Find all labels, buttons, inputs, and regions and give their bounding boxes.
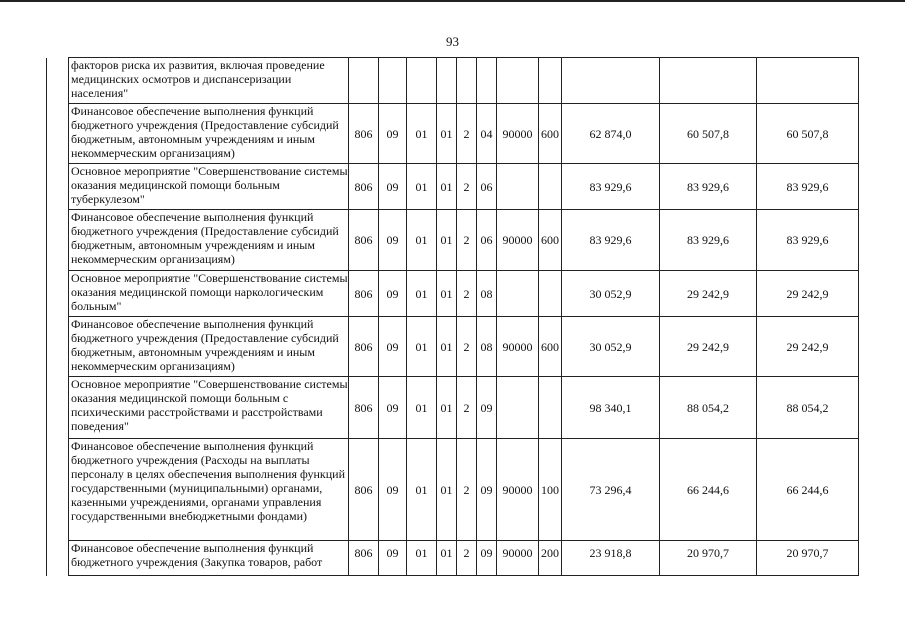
sum-year1-cell: 23 918,8 — [562, 541, 660, 576]
expense-name-cell: Финансовое обеспечение выполнения функций бюджетного учреждения (Расходы на выплаты персоналу в целях обеспечения выполнения функций государственными (муниципальными) органами, казенными учреждениями, органами управления государственными внебюджетными фондами) — [69, 439, 349, 541]
sum-year1-cell: 30 052,9 — [562, 271, 660, 317]
sum-year3-cell: 29 242,9 — [757, 271, 859, 317]
subprogram-cell: 2 — [457, 164, 477, 210]
rz-cell: 09 — [379, 439, 407, 541]
event-cell: 06 — [477, 210, 497, 271]
sum-year2-cell — [660, 58, 757, 104]
direction-code-cell: 90000 — [497, 439, 539, 541]
rz-cell — [379, 58, 407, 104]
pr-cell: 01 — [407, 317, 437, 377]
margin-cell — [47, 377, 69, 439]
subprogram-cell — [457, 58, 477, 104]
expense-type-cell: 100 — [539, 439, 562, 541]
ved-cell: 806 — [349, 164, 379, 210]
event-cell: 08 — [477, 317, 497, 377]
rz-cell: 09 — [379, 541, 407, 576]
sum-year1-cell: 98 340,1 — [562, 377, 660, 439]
direction-code-cell: 90000 — [497, 210, 539, 271]
expense-type-cell: 200 — [539, 541, 562, 576]
expense-type-cell — [539, 377, 562, 439]
sum-year2-cell: 83 929,6 — [660, 210, 757, 271]
sum-year3-cell: 88 054,2 — [757, 377, 859, 439]
table-row — [47, 317, 859, 377]
budget-table — [46, 57, 859, 576]
expense-type-cell: 600 — [539, 210, 562, 271]
expense-name-cell: факторов риска их развития, включая проведение медицинских осмотров и диспансеризации населения" — [69, 58, 349, 104]
sum-year1-cell: 73 296,4 — [562, 439, 660, 541]
expense-name-cell: Финансовое обеспечение выполнения функций бюджетного учреждения (Предоставление субсидий бюджетным, автономным учреждениям и иным некоммерческим организациям) — [69, 210, 349, 271]
expense-type-cell: 600 — [539, 317, 562, 377]
expense-type-cell — [539, 164, 562, 210]
sum-year1-cell: 83 929,6 — [562, 164, 660, 210]
sum-year1-cell: 62 874,0 — [562, 104, 660, 164]
sum-year3-cell — [757, 58, 859, 104]
program-cell — [437, 58, 457, 104]
direction-code-cell — [497, 58, 539, 104]
rz-cell: 09 — [379, 377, 407, 439]
subprogram-cell: 2 — [457, 104, 477, 164]
sum-year1-cell: 83 929,6 — [562, 210, 660, 271]
program-cell: 01 — [437, 541, 457, 576]
sum-year1-cell — [562, 58, 660, 104]
ved-cell: 806 — [349, 271, 379, 317]
table-row — [47, 164, 859, 210]
sum-year2-cell: 29 242,9 — [660, 271, 757, 317]
table-row — [47, 541, 859, 576]
margin-cell — [47, 317, 69, 377]
sum-year3-cell: 83 929,6 — [757, 164, 859, 210]
ved-cell: 806 — [349, 541, 379, 576]
pr-cell — [407, 58, 437, 104]
subprogram-cell: 2 — [457, 317, 477, 377]
table-row — [47, 377, 859, 439]
ved-cell: 806 — [349, 104, 379, 164]
table-row — [47, 58, 859, 104]
ved-cell: 806 — [349, 439, 379, 541]
direction-code-cell: 90000 — [497, 541, 539, 576]
page-number: 93 — [446, 34, 459, 49]
pr-cell: 01 — [407, 541, 437, 576]
margin-cell — [47, 541, 69, 576]
subprogram-cell: 2 — [457, 541, 477, 576]
margin-cell — [47, 439, 69, 541]
rz-cell: 09 — [379, 104, 407, 164]
pr-cell: 01 — [407, 210, 437, 271]
expense-name-cell: Основное мероприятие "Совершенствование системы оказания медицинской помощи больным с психическими расстройствами и расстройствами поведения" — [69, 377, 349, 439]
ved-cell — [349, 58, 379, 104]
subprogram-cell: 2 — [457, 377, 477, 439]
program-cell: 01 — [437, 377, 457, 439]
margin-cell — [47, 58, 69, 104]
program-cell: 01 — [437, 210, 457, 271]
event-cell: 06 — [477, 164, 497, 210]
subprogram-cell: 2 — [457, 271, 477, 317]
expense-name-cell: Основное мероприятие "Совершенствование системы оказания медицинской помощи наркологическим больным" — [69, 271, 349, 317]
pr-cell: 01 — [407, 377, 437, 439]
event-cell: 09 — [477, 541, 497, 576]
table-row — [47, 439, 859, 541]
expense-type-cell — [539, 58, 562, 104]
direction-code-cell — [497, 271, 539, 317]
program-cell: 01 — [437, 164, 457, 210]
margin-cell — [47, 104, 69, 164]
sum-year3-cell: 29 242,9 — [757, 317, 859, 377]
sum-year2-cell: 29 242,9 — [660, 317, 757, 377]
table-row — [47, 210, 859, 271]
ved-cell: 806 — [349, 317, 379, 377]
pr-cell: 01 — [407, 439, 437, 541]
subprogram-cell: 2 — [457, 210, 477, 271]
subprogram-cell: 2 — [457, 439, 477, 541]
event-cell — [477, 58, 497, 104]
event-cell: 04 — [477, 104, 497, 164]
pr-cell: 01 — [407, 104, 437, 164]
rz-cell: 09 — [379, 210, 407, 271]
expense-type-cell — [539, 271, 562, 317]
sum-year2-cell: 20 970,7 — [660, 541, 757, 576]
rz-cell: 09 — [379, 317, 407, 377]
rz-cell: 09 — [379, 164, 407, 210]
sum-year2-cell: 83 929,6 — [660, 164, 757, 210]
top-rule — [0, 0, 905, 2]
sum-year3-cell: 66 244,6 — [757, 439, 859, 541]
pr-cell: 01 — [407, 164, 437, 210]
margin-cell — [47, 210, 69, 271]
rz-cell: 09 — [379, 271, 407, 317]
event-cell: 08 — [477, 271, 497, 317]
direction-code-cell — [497, 164, 539, 210]
event-cell: 09 — [477, 377, 497, 439]
program-cell: 01 — [437, 271, 457, 317]
direction-code-cell: 90000 — [497, 104, 539, 164]
expense-name-cell: Основное мероприятие "Совершенствование системы оказания медицинской помощи больным туберкулезом" — [69, 164, 349, 210]
expense-name-cell: Финансовое обеспечение выполнения функций бюджетного учреждения (Закупка товаров, работ — [69, 541, 349, 576]
margin-cell — [47, 271, 69, 317]
sum-year2-cell: 66 244,6 — [660, 439, 757, 541]
margin-cell — [47, 164, 69, 210]
program-cell: 01 — [437, 317, 457, 377]
program-cell: 01 — [437, 439, 457, 541]
ved-cell: 806 — [349, 377, 379, 439]
sum-year2-cell: 88 054,2 — [660, 377, 757, 439]
pr-cell: 01 — [407, 271, 437, 317]
direction-code-cell: 90000 — [497, 317, 539, 377]
sum-year3-cell: 83 929,6 — [757, 210, 859, 271]
sum-year3-cell: 20 970,7 — [757, 541, 859, 576]
ved-cell: 806 — [349, 210, 379, 271]
expense-name-cell: Финансовое обеспечение выполнения функций бюджетного учреждения (Предоставление субсидий бюджетным, автономным учреждениям и иным некоммерческим организациям) — [69, 104, 349, 164]
event-cell: 09 — [477, 439, 497, 541]
table-row — [47, 104, 859, 164]
sum-year1-cell: 30 052,9 — [562, 317, 660, 377]
sum-year3-cell: 60 507,8 — [757, 104, 859, 164]
expense-type-cell: 600 — [539, 104, 562, 164]
table-row — [47, 271, 859, 317]
expense-name-cell: Финансовое обеспечение выполнения функций бюджетного учреждения (Предоставление субсидий бюджетным, автономным учреждениям и иным некоммерческим организациям) — [69, 317, 349, 377]
direction-code-cell — [497, 377, 539, 439]
sum-year2-cell: 60 507,8 — [660, 104, 757, 164]
program-cell: 01 — [437, 104, 457, 164]
